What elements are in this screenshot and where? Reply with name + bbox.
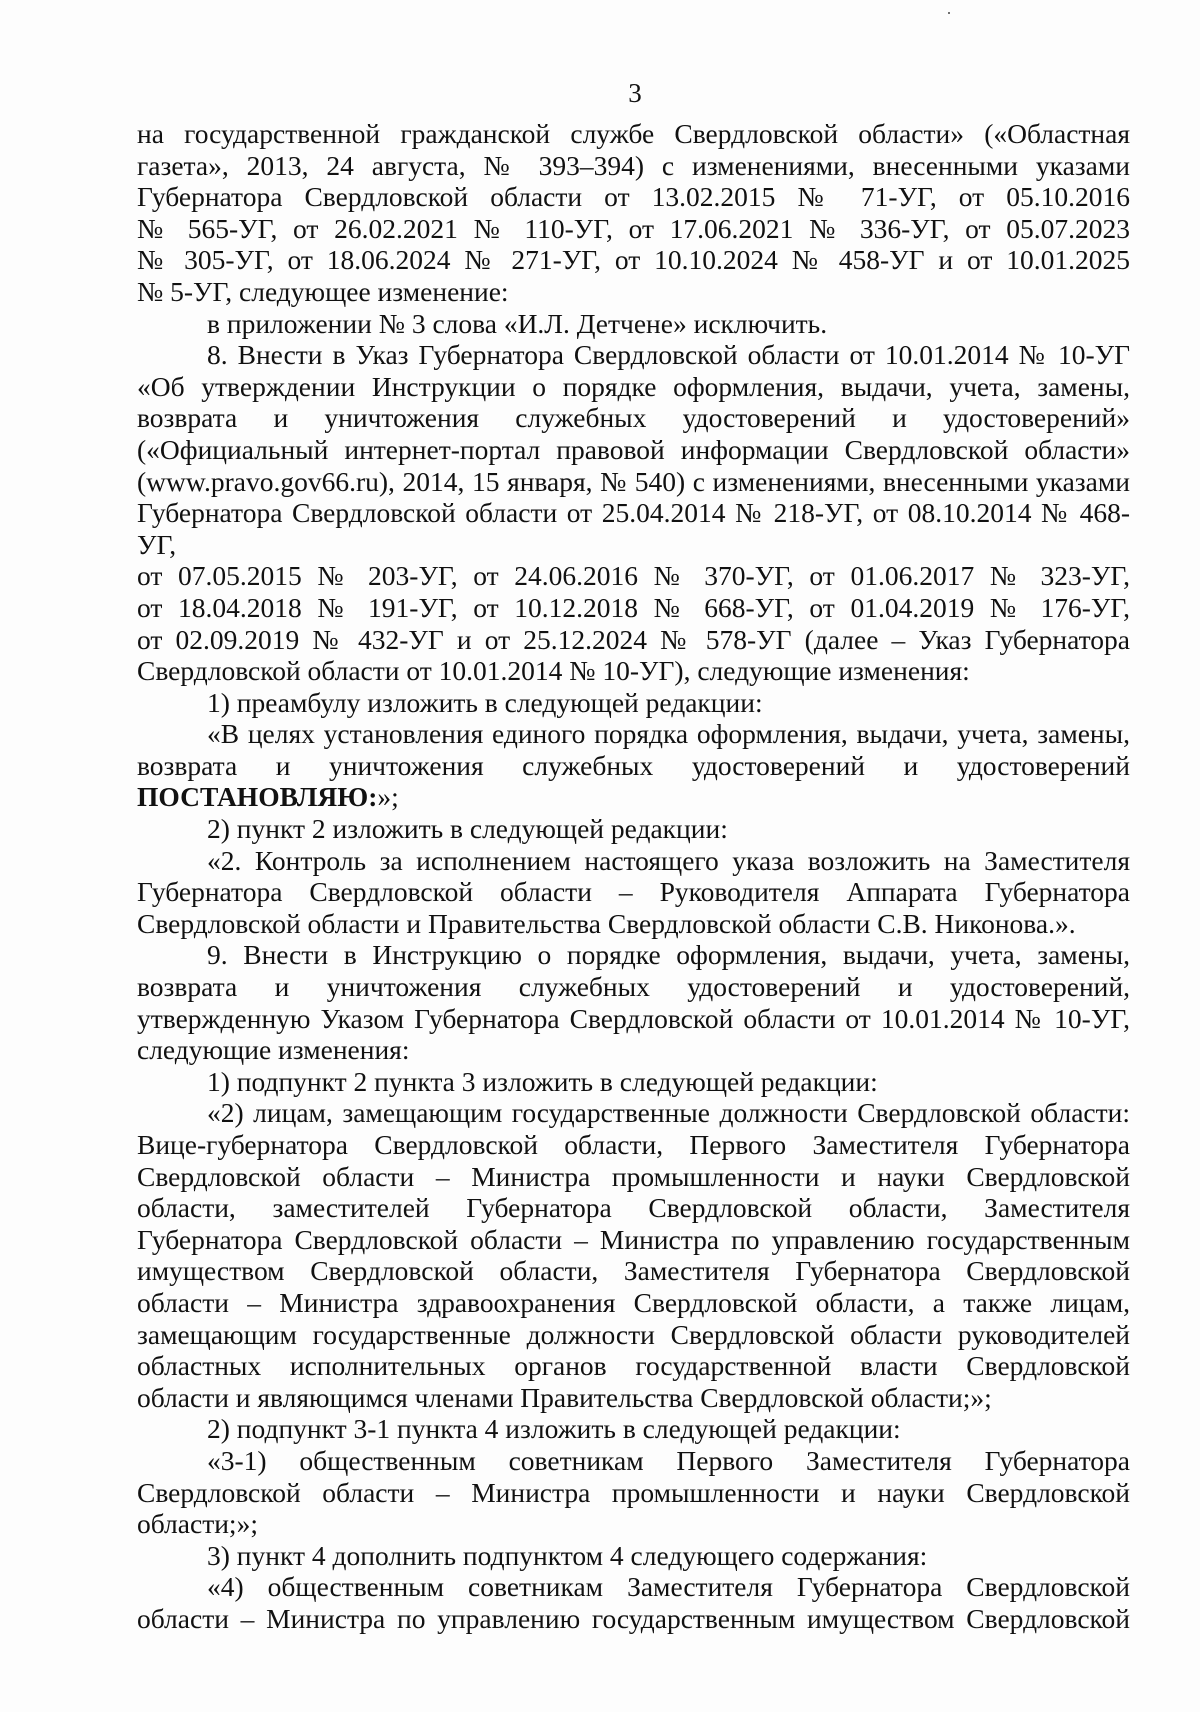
text-line: Вице-губернатора Свердловской области, Первого Заместителя Губернатора: [137, 1129, 1130, 1160]
text-line: Свердловской области – Министра промышленности и науки Свердловской: [137, 1160, 1130, 1192]
text-line: области – Министра здравоохранения Свердловской области, а также лицам,: [137, 1286, 1130, 1318]
text-line: 1) подпункт 2 пункта 3 изложить в следующей редакции:: [207, 1065, 878, 1097]
text-line: возврата и уничтожения служебных удостоверений и удостоверений,: [137, 971, 1130, 1003]
text-line: области – Министра по управлению государственным имуществом Свердловской: [137, 1602, 1130, 1634]
text-line: замещающим государственные должности Свердловской области руководителей: [137, 1318, 1130, 1350]
text-line: № 5-УГ, следующее изменение:: [137, 275, 509, 307]
text-line: (www.pravo.gov66.ru), 2014, 15 января, № 540) с изменениями, внесенными указами: [137, 465, 1130, 497]
text-line: («Официальный интернет-портал правовой информации Свердловской области»: [137, 433, 1130, 465]
text-line: на государственной гражданской службе Свердловской области» («Областная: [137, 118, 1130, 149]
text-line: № 565-УГ, от 26.02.2021 № 110-УГ, от 17.06.2021 № 336-УГ, от 05.07.2023: [137, 212, 1130, 244]
text-line: в приложении № 3 слова «И.Л. Детчене» исключить.: [207, 307, 828, 339]
text-line: следующие изменения:: [137, 1034, 410, 1066]
text-line: 9. Внести в Инструкцию о порядке оформления, выдачи, учета, замены,: [207, 939, 1130, 971]
document-body: [137, 118, 1130, 1635]
text-line: 2) пункт 2 изложить в следующей редакции:: [207, 813, 728, 845]
text-line: имуществом Свердловской области, Заместителя Губернатора Свердловской: [137, 1255, 1130, 1287]
text-line: от 02.09.2019 № 432-УГ и от 25.12.2024 № 578-УГ (далее – Указ Губернатора: [137, 623, 1130, 655]
text-line: «4) общественным советникам Заместителя Губернатора Свердловской: [207, 1571, 1130, 1603]
text-fragment: »;: [377, 781, 399, 813]
text-line: № 305-УГ, от 18.06.2024 № 271-УГ, от 10.10.2024 № 458-УГ и от 10.01.2025: [137, 244, 1130, 276]
bold-keyword: ПОСТАНОВЛЯЮ:: [137, 781, 378, 813]
text-line: 2) подпункт 3-1 пункта 4 изложить в следующей редакции:: [207, 1413, 901, 1445]
text-line: Губернатора Свердловской области от 13.02.2015 № 71-УГ, от 05.10.2016: [137, 181, 1130, 213]
text-line: области, заместителей Губернатора Свердловской области, Заместителя: [137, 1192, 1130, 1224]
text-line: Свердловской области от 10.01.2014 № 10-УГ), следующие изменения:: [137, 655, 970, 687]
text-line: «Об утверждении Инструкции о порядке оформления, выдачи, учета, замены,: [137, 370, 1130, 402]
text-line: «3-1) общественным советникам Первого Заместителя Губернатора: [207, 1444, 1130, 1476]
text-line: 8. Внести в Указ Губернатора Свердловской области от 10.01.2014 № 10-УГ: [207, 339, 1130, 371]
text-line: от 07.05.2015 № 203-УГ, от 24.06.2016 № 370-УГ, от 01.06.2017 № 323-УГ,: [137, 560, 1130, 592]
scan-speck: [948, 12, 950, 14]
text-line: Губернатора Свердловской области – Руководителя Аппарата Губернатора: [137, 876, 1130, 908]
text-line: [137, 781, 1130, 813]
page-number: 3: [628, 78, 642, 108]
text-line: 3) пункт 4 дополнить подпунктом 4 следующего содержания:: [207, 1539, 928, 1571]
text-line: 1) преамбулу изложить в следующей редакции:: [207, 686, 763, 718]
text-line: возврата и уничтожения служебных удостоверений и удостоверений»: [137, 402, 1130, 434]
text-line: газета», 2013, 24 августа, № 393–394) с изменениями, внесенными указами: [137, 149, 1130, 181]
text-line: «2. Контроль за исполнением настоящего указа возложить на Заместителя: [207, 844, 1130, 876]
text-line: Свердловской области и Правительства Свердловской области С.В. Никонова.».: [137, 907, 1076, 939]
text-line: от 18.04.2018 № 191-УГ, от 10.12.2018 № 668-УГ, от 01.04.2019 № 176-УГ,: [137, 591, 1130, 623]
text-line: утвержденную Указом Губернатора Свердловской области от 10.01.2014 № 10-УГ,: [137, 1002, 1130, 1034]
text-line: области;»;: [137, 1508, 258, 1540]
text-line: областных исполнительных органов государственной власти Свердловской: [137, 1350, 1130, 1382]
text-line: Свердловской области – Министра промышленности и науки Свердловской: [137, 1476, 1130, 1508]
text-line: «2) лицам, замещающим государственные должности Свердловской области:: [207, 1097, 1130, 1129]
text-line: области и являющимся членами Правительства Свердловской области;»;: [137, 1381, 992, 1413]
text-line: возврата и уничтожения служебных удостоверений и удостоверений: [137, 749, 1130, 781]
text-line: «В целях установления единого порядка оформления, выдачи, учета, замены,: [207, 718, 1130, 750]
text-line: Губернатора Свердловской области – Министра по управлению государственным: [137, 1223, 1130, 1255]
text-line: Губернатора Свердловской области от 25.04.2014 № 218-УГ, от 08.10.2014 № 468-УГ,: [137, 497, 1130, 560]
